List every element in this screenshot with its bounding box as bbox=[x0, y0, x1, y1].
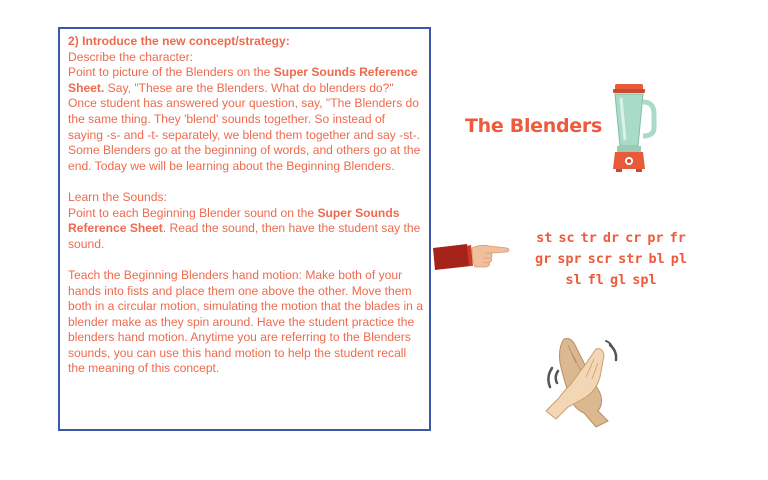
blenders-title: The Blenders bbox=[465, 115, 602, 137]
pointing-hand-icon bbox=[431, 236, 511, 281]
describe-label: Describe the character: bbox=[68, 49, 194, 64]
learn-label: Learn the Sounds: bbox=[68, 189, 167, 204]
blender-sounds bbox=[514, 228, 708, 291]
reference-sheet-name: Super Sounds Reference Sheet. bbox=[68, 65, 418, 95]
reference-sheet-name: Super Sounds Reference Sheet bbox=[68, 205, 400, 236]
instruction-box bbox=[58, 27, 431, 431]
blender-icon bbox=[607, 84, 657, 179]
learn-paragraph: Point to each Beginning Blender sound on the Super Sounds Reference Sheet. Read the sound, then have the student say the sound. bbox=[68, 205, 421, 251]
sounds-row-2: gr spr scr str bl pl bbox=[535, 251, 687, 267]
clapping-hands-icon bbox=[538, 333, 633, 433]
sounds-row-3: sl fl gl spl bbox=[565, 272, 657, 288]
instruction-heading: 2) Introduce the new concept/strategy: bbox=[68, 34, 290, 48]
sounds-row-1: st sc tr dr cr pr fr bbox=[536, 230, 686, 246]
hand-motion-paragraph: Teach the Beginning Blenders hand motion: Make both of your hands into fists and place them one above the other. Move them both in a circular motion, simulating the motion that the blades in a blender make as they spin around. Have the student practice the blenders hand motion. Anytime you are referring to the Blenders sounds, you can use this hand motion to help the student recall the meaning of this concept. bbox=[68, 267, 423, 376]
describe-paragraph: Point to picture of the Blenders on the Super Sounds Reference Sheet. Say, "These are the Blenders. What do blenders do?" Once student has answered your question, say, "The Blenders do the same thing. They 'blend' sounds together. So instead of saying -s- and -t- separately, we blend them together and say -st-. Some Blenders go at the beginning of words, and others go at the end. Today we will be learning about the Beginning Blenders. bbox=[68, 65, 421, 173]
